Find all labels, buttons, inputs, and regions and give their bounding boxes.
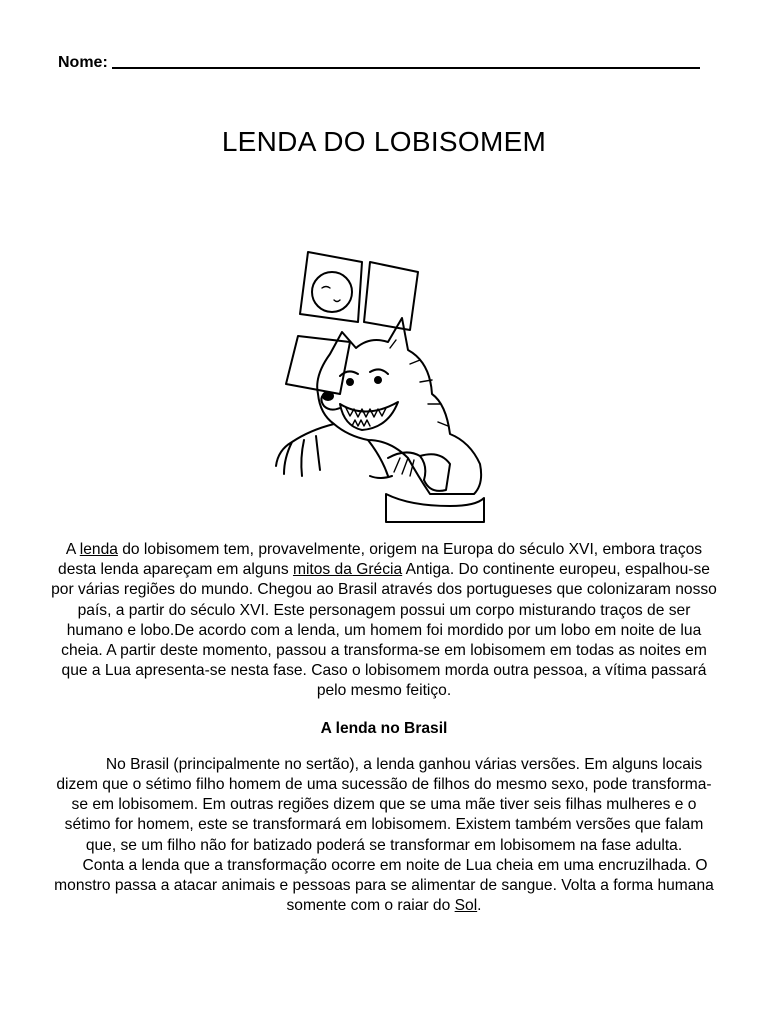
link-mitos-da-grecia[interactable]: mitos da Grécia — [292, 561, 403, 579]
paragraph-versions: No Brasil (principalmente no sertão), a lenda ganhou várias versões. Em alguns locais dizem que o sétimo filho homem de uma sucessão de filhos do mesmo sexo, pode transforma-se em lobisomem. Em outras regiões dizem que se uma mãe tiver seis filhas mulheres e o sétimo for homem, este se transformará em lobisomem. Existem também versões que falam que, se um filho não for batizado poderá se transformar em lobisomem na fase adulta. — [56, 755, 712, 854]
article-body — [50, 540, 718, 916]
name-blank-line[interactable] — [112, 51, 700, 69]
link-sol[interactable]: Sol — [454, 897, 478, 915]
paragraph-transformation: Conta a lenda que a transformação ocorre em noite de Lua cheia em uma encruzilhada. O monstro passa a atacar animais e pessoas para se alimentar de sangue. Volta a forma humana somente com o raiar do Sol. — [54, 856, 714, 915]
werewolf-illustration-icon — [270, 244, 500, 524]
name-label: Nome: — [58, 54, 108, 71]
paragraph-origin: A lenda do lobisomem tem, provavelmente, origem na Europa do século XVI, embora traços desta lenda apareçam em alguns mitos da Grécia Antiga. Do continente europeu, espalhou-se por várias regiões do mundo. Chegou ao Brasil através dos portugueses que colonizaram nosso país, a partir do século XVI. Este personagem possui um corpo misturando traços de ser humano e lobo.De acordo com a lenda, um homem foi mordido por um lobo em noite de lua cheia. A partir deste momento, passou a transforma-se em lobisomem em todas as noites em que a Lua apresenta-se nesta fase. Caso o lobisomem morda outra pessoa, a vítima passará pelo mesmo feitiço. — [51, 541, 717, 700]
page-title: LENDA DO LOBISOMEM — [221, 126, 547, 157]
link-lenda[interactable]: lenda — [79, 541, 118, 558]
name-field[interactable] — [58, 50, 700, 72]
section-heading: A lenda no Brasil — [320, 719, 448, 737]
